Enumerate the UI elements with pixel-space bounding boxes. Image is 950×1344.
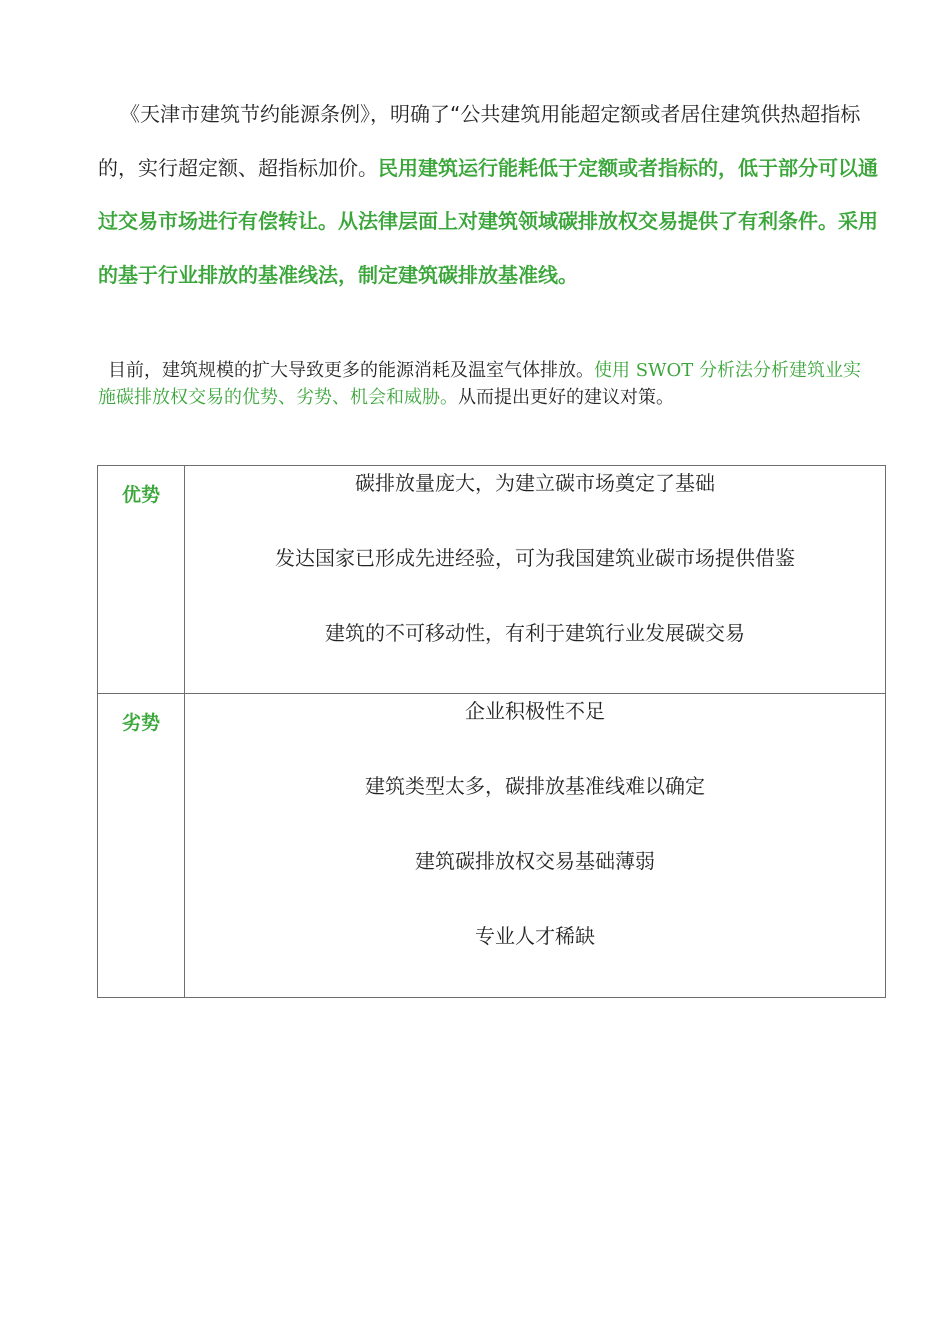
swot-item: 专业人才稀缺 xyxy=(475,924,595,948)
swot-intro-paragraph xyxy=(98,357,878,411)
swot-row-weaknesses xyxy=(98,694,886,998)
swot-label-cell xyxy=(98,466,185,694)
swot-item: 碳排放量庞大，为建立碳市场奠定了基础 xyxy=(355,471,715,495)
intro-highlight-text: 民用建筑运行能耗低于定额或者指标的，低于部分可以通过交易市场进行有偿转让。从法律层面上对建筑领域碳排放权交易提供了有利条件。采用的基于行业排放的基准线法，制定建筑碳排放基准线。 xyxy=(98,155,878,287)
swot-label-cell xyxy=(98,694,185,998)
swot-item: 建筑的不可移动性，有利于建筑行业发展碳交易 xyxy=(325,621,745,645)
intro-paragraph xyxy=(98,88,888,302)
swot-label-strengths: 优势 xyxy=(121,484,160,506)
intro-plain-text: 《天津市建筑节约能源条例》，明确了“公共建筑用能超定额或者居住建筑供热超指标的，实行超定额、超指标加价。 xyxy=(98,102,861,180)
swot-intro-plain-start: 目前，建筑规模的扩大导致更多的能源消耗及温室气体排放。 xyxy=(108,360,594,381)
swot-label-weaknesses: 劣势 xyxy=(121,712,160,734)
swot-content-cell xyxy=(185,694,886,998)
swot-item: 企业积极性不足 xyxy=(465,699,605,723)
swot-intro-plain-end: 从而提出更好的建议对策。 xyxy=(458,387,674,408)
swot-content-cell xyxy=(185,466,886,694)
swot-intro-highlight: 使用 SWOT 分析法分析建筑业实施碳排放权交易的优势、劣势、机会和威胁。 xyxy=(98,360,862,408)
swot-item: 建筑类型太多，碳排放基准线难以确定 xyxy=(365,774,705,798)
swot-row-strengths xyxy=(98,466,886,694)
swot-table xyxy=(97,465,886,998)
swot-item: 发达国家已形成先进经验，可为我国建筑业碳市场提供借鉴 xyxy=(275,546,795,570)
swot-item: 建筑碳排放权交易基础薄弱 xyxy=(415,849,655,873)
